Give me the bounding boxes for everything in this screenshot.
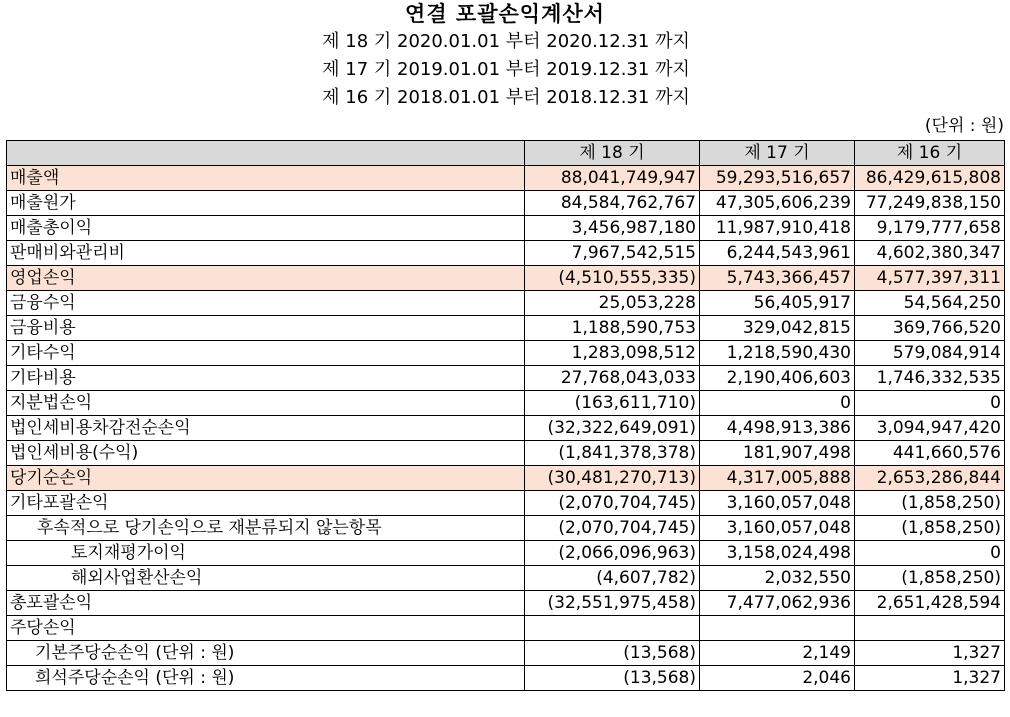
value-period-18: 3,456,987,180 <box>525 216 700 241</box>
row-label: 법인세비용차감전순손익 <box>7 416 525 441</box>
row-label: 토지재평가이익 <box>7 541 525 566</box>
table-row <box>7 416 1005 441</box>
row-label: 해외사업환산손익 <box>7 566 525 591</box>
value-period-16: 86,429,615,808 <box>855 166 1005 191</box>
row-label: 지분법손익 <box>7 391 525 416</box>
row-label: 기타수익 <box>7 341 525 366</box>
value-period-18: (13,568) <box>525 641 700 666</box>
statement-title: 연결 포괄손익계산서 <box>405 2 605 26</box>
row-label: 판매비와관리비 <box>7 241 525 266</box>
value-period-17: 7,477,062,936 <box>700 591 855 616</box>
table-row <box>7 516 1005 541</box>
table-row <box>7 366 1005 391</box>
row-label: 후속적으로 당기손익으로 재분류되지 않는항목 <box>7 516 525 541</box>
table-row <box>7 391 1005 416</box>
value-period-16: (1,858,250) <box>855 491 1005 516</box>
table-row <box>7 191 1005 216</box>
value-period-17: 47,305,606,239 <box>700 191 855 216</box>
value-period-17: 5,743,366,457 <box>700 266 855 291</box>
value-period-16: 9,179,777,658 <box>855 216 1005 241</box>
value-period-18: (4,510,555,335) <box>525 266 700 291</box>
table-row <box>7 316 1005 341</box>
value-period-16: 1,746,332,535 <box>855 366 1005 391</box>
value-period-18: 27,768,043,033 <box>525 366 700 391</box>
value-period-16: 2,653,286,844 <box>855 466 1005 491</box>
table-row <box>7 666 1005 691</box>
value-period-17: 59,293,516,657 <box>700 166 855 191</box>
table-row <box>7 616 1005 641</box>
table-body <box>7 166 1005 691</box>
value-period-17: 2,149 <box>700 641 855 666</box>
value-period-18: (32,322,649,091) <box>525 416 700 441</box>
table-row <box>7 441 1005 466</box>
value-period-18: (163,611,710) <box>525 391 700 416</box>
value-period-17: 56,405,917 <box>700 291 855 316</box>
table-row <box>7 641 1005 666</box>
value-period-16: 1,327 <box>855 666 1005 691</box>
column-header-item <box>7 141 525 166</box>
table-row <box>7 541 1005 566</box>
period-line-17: 제 17 기 2019.01.01 부터 2019.12.31 까지 <box>322 59 690 80</box>
value-period-18: 84,584,762,767 <box>525 191 700 216</box>
value-period-18: 1,188,590,753 <box>525 316 700 341</box>
value-period-16: 2,651,428,594 <box>855 591 1005 616</box>
value-period-17: 1,218,590,430 <box>700 341 855 366</box>
row-label: 매출총이익 <box>7 216 525 241</box>
statement-header <box>0 0 1010 112</box>
value-period-17: 4,498,913,386 <box>700 416 855 441</box>
value-period-16: 579,084,914 <box>855 341 1005 366</box>
value-period-16: 369,766,520 <box>855 316 1005 341</box>
row-label: 영업손익 <box>7 266 525 291</box>
row-label: 매출원가 <box>7 191 525 216</box>
value-period-17: 0 <box>700 391 855 416</box>
table-row <box>7 566 1005 591</box>
row-label: 법인세비용(수익) <box>7 441 525 466</box>
value-period-18: 7,967,542,515 <box>525 241 700 266</box>
value-period-17: 3,160,057,048 <box>700 491 855 516</box>
value-period-18: (4,607,782) <box>525 566 700 591</box>
value-period-18: (2,070,704,745) <box>525 491 700 516</box>
row-label: 기타포괄손익 <box>7 491 525 516</box>
table-row <box>7 591 1005 616</box>
value-period-17: 3,158,024,498 <box>700 541 855 566</box>
value-period-16: (1,858,250) <box>855 516 1005 541</box>
value-period-18: (32,551,975,458) <box>525 591 700 616</box>
row-label: 당기순손익 <box>7 466 525 491</box>
value-period-16: 3,094,947,420 <box>855 416 1005 441</box>
row-label: 총포괄손익 <box>7 591 525 616</box>
row-label: 기타비용 <box>7 366 525 391</box>
value-period-18: (1,841,378,378) <box>525 441 700 466</box>
row-label: 주당손익 <box>7 616 525 641</box>
column-header-period-16: 제 16 기 <box>855 141 1005 166</box>
value-period-17: 2,032,550 <box>700 566 855 591</box>
table-row <box>7 491 1005 516</box>
period-line-16: 제 16 기 2018.01.01 부터 2018.12.31 까지 <box>322 87 690 108</box>
value-period-17: 6,244,543,961 <box>700 241 855 266</box>
value-period-17: 2,046 <box>700 666 855 691</box>
table-header <box>7 141 1005 166</box>
value-period-16: 54,564,250 <box>855 291 1005 316</box>
value-period-17: 329,042,815 <box>700 316 855 341</box>
value-period-17 <box>700 616 855 641</box>
column-header-period-17: 제 17 기 <box>700 141 855 166</box>
value-period-16: 77,249,838,150 <box>855 191 1005 216</box>
row-label: 매출액 <box>7 166 525 191</box>
row-label: 금융수익 <box>7 291 525 316</box>
value-period-16: 0 <box>855 391 1005 416</box>
row-label: 기본주당순손익 (단위 : 원) <box>7 641 525 666</box>
table-row <box>7 466 1005 491</box>
table-row <box>7 216 1005 241</box>
value-period-16: 4,602,380,347 <box>855 241 1005 266</box>
value-period-16: 4,577,397,311 <box>855 266 1005 291</box>
value-period-18: (13,568) <box>525 666 700 691</box>
value-period-18: 88,041,749,947 <box>525 166 700 191</box>
value-period-18: 1,283,098,512 <box>525 341 700 366</box>
value-period-17: 11,987,910,418 <box>700 216 855 241</box>
table-row <box>7 266 1005 291</box>
table-row <box>7 291 1005 316</box>
value-period-16: (1,858,250) <box>855 566 1005 591</box>
value-period-16: 441,660,576 <box>855 441 1005 466</box>
period-line-18: 제 18 기 2020.01.01 부터 2020.12.31 까지 <box>322 31 690 52</box>
value-period-16 <box>855 616 1005 641</box>
table-row <box>7 166 1005 191</box>
value-period-17: 4,317,005,888 <box>700 466 855 491</box>
income-statement-table <box>6 140 1005 691</box>
value-period-16: 1,327 <box>855 641 1005 666</box>
table-row <box>7 241 1005 266</box>
header-row <box>7 141 1005 166</box>
row-label: 희석주당순손익 (단위 : 원) <box>7 666 525 691</box>
value-period-18 <box>525 616 700 641</box>
table-row <box>7 341 1005 366</box>
value-period-17: 2,190,406,603 <box>700 366 855 391</box>
value-period-18: (2,070,704,745) <box>525 516 700 541</box>
value-period-18: 25,053,228 <box>525 291 700 316</box>
value-period-17: 181,907,498 <box>700 441 855 466</box>
value-period-16: 0 <box>855 541 1005 566</box>
value-period-18: (2,066,096,963) <box>525 541 700 566</box>
value-period-17: 3,160,057,048 <box>700 516 855 541</box>
row-label: 금융비용 <box>7 316 525 341</box>
value-period-18: (30,481,270,713) <box>525 466 700 491</box>
column-header-period-18: 제 18 기 <box>525 141 700 166</box>
unit-label: (단위 : 원) <box>924 116 1004 136</box>
